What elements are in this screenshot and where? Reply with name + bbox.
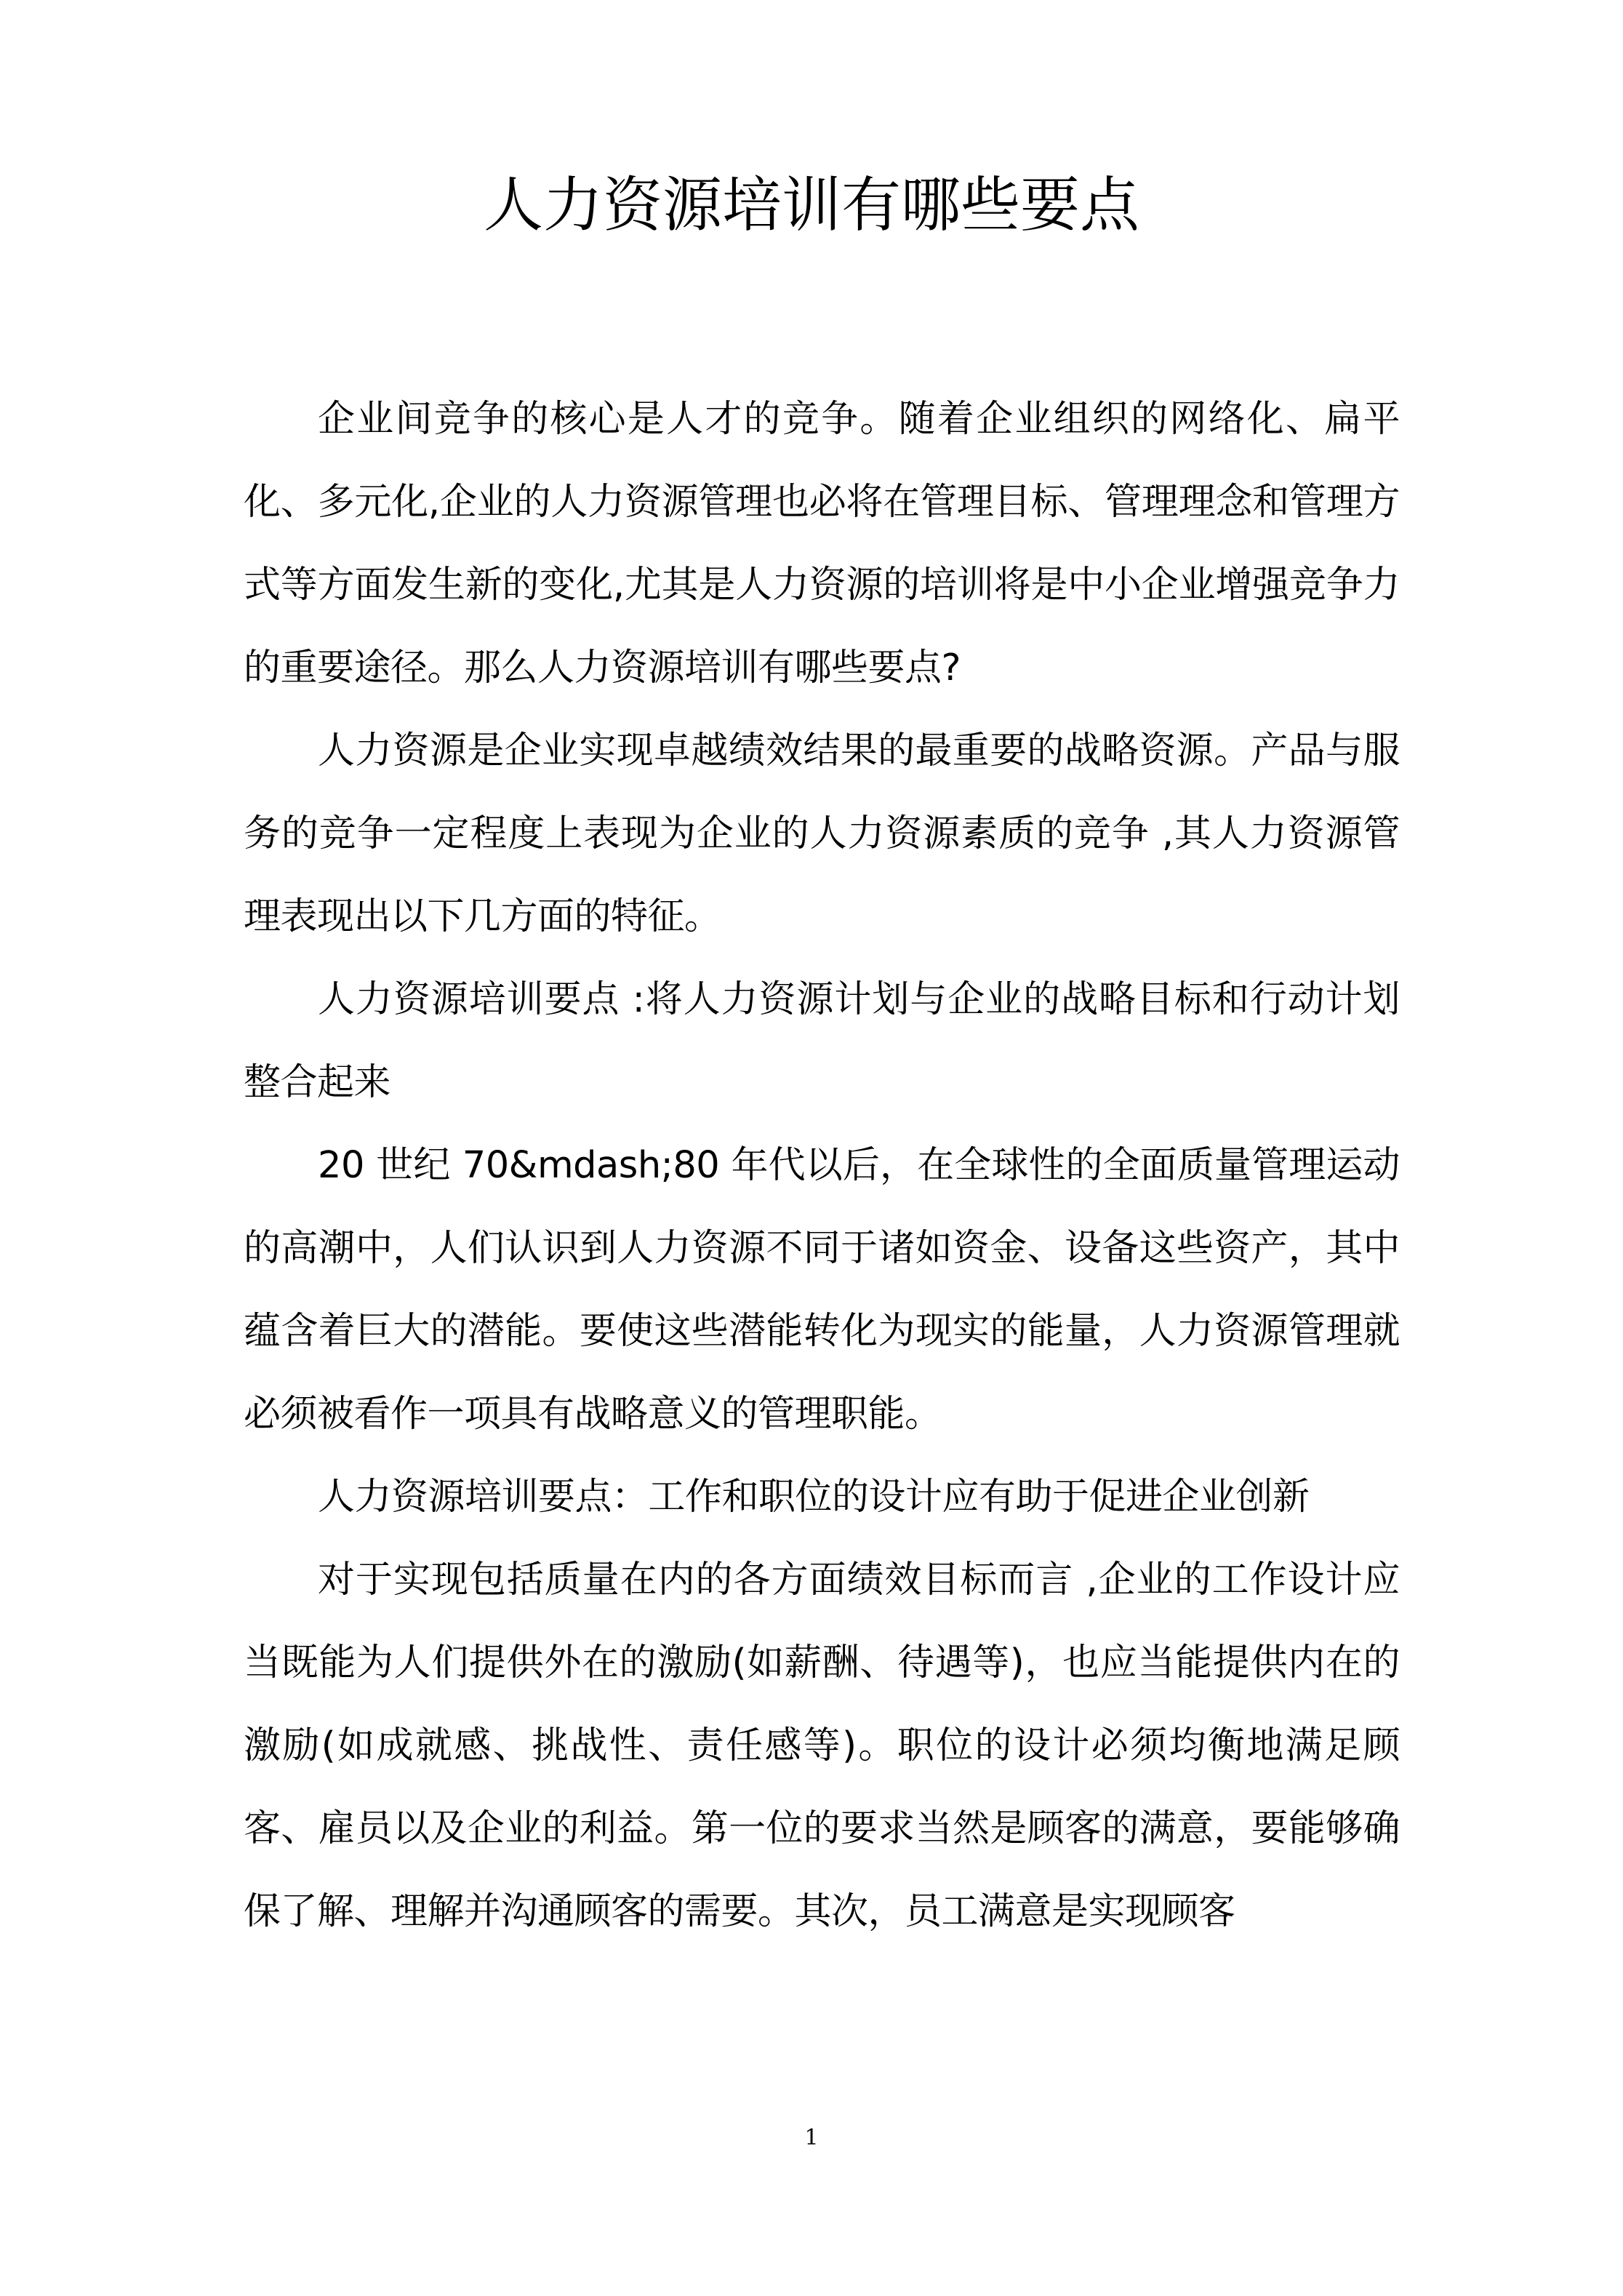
document-body	[244, 378, 1400, 1953]
page-number: 1	[804, 2125, 819, 2151]
paragraph: 20 世纪 70&mdash;80 年代以后，在全球性的全面质量管理运动的高潮中，人们认识到人力资源不同于诸如资金、设备这些资产，其中蕴含着巨大的潜能。要使这些潜能转化为现实的能量，人力资源管理就必须被看作一项具有战略意义的管理职能。	[244, 1144, 1400, 1436]
document-title: 人力资源培训有哪些要点	[483, 171, 1139, 240]
paragraph: 对于实现包括质量在内的各方面绩效目标而言 ,企业的工作设计应当既能为人们提供外在的激励(如薪酬、待遇等)，也应当能提供内在的激励(如成就感、挑战性、责任感等)。职位的设计必须均衡地满足顾客、雇员以及企业的利益。第一位的要求当然是顾客的满意，要能够确保了解、理解并沟通顾客的需要。其次，员工满意是实现顾客	[244, 1559, 1400, 1933]
paragraph: 人力资源是企业实现卓越绩效结果的最重要的战略资源。产品与服务的竞争一定程度上表现为企业的人力资源素质的竞争 ,其人力资源管理表现出以下几方面的特征。	[244, 729, 1400, 938]
paragraph: 企业间竞争的核心是人才的竞争。随着企业组织的网络化、扁平化、多元化,企业的人力资源管理也必将在管理目标、管理理念和管理方式等方面发生新的变化,尤其是人力资源的培训将是中小企业增强竞争力的重要途径。那么人力资源培训有哪些要点?	[244, 398, 1400, 689]
paragraph: 人力资源培训要点 :将人力资源计划与企业的战略目标和行动计划整合起来	[244, 978, 1400, 1104]
paragraph: 人力资源培训要点：工作和职位的设计应有助于促进企业创新	[318, 1476, 1310, 1519]
